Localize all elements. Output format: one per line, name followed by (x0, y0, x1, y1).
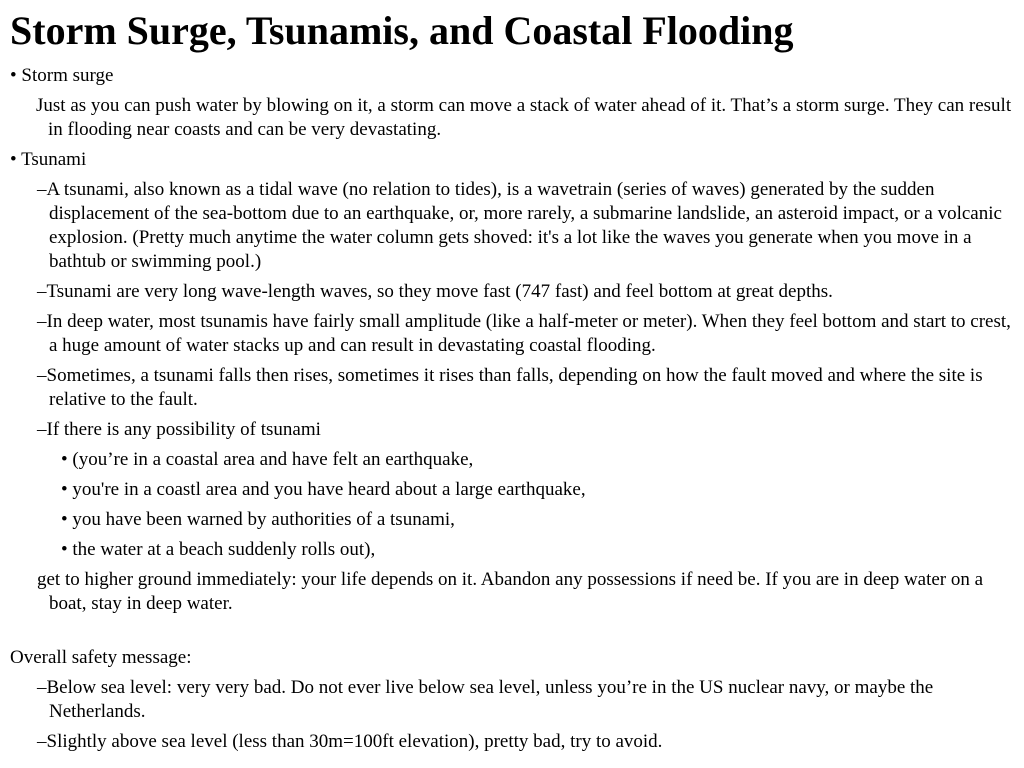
bullet-storm-surge (10, 64, 1014, 88)
tsunami-condition-text: (you’re in a coastal area and have felt an earthquake, (72, 449, 474, 470)
tsunami-condition-text: you have been warned by authorities of a tsunami, (72, 509, 455, 530)
tsunami-point-text: If there is any possibility of tsunami (46, 419, 321, 440)
storm-surge-heading: Storm surge (21, 65, 114, 86)
dash-marker: – (37, 311, 47, 332)
bullet-tsunami (10, 148, 1014, 172)
tsunami-point (10, 418, 1014, 442)
tsunami-condition (10, 508, 1014, 532)
tsunami-point-text: A tsunami, also known as a tidal wave (no relation to tides), is a wavetrain (series of waves) generated by the sudden displacement of the sea-bottom due to an earthquake, or, more rarely, a submarine landslide, an asteroid impact, or a volcanic explosion. (Pretty much anytime the water column gets shoved: it's a lot like the waves you generate when you move in a bathtub or swimming pool.) (46, 179, 1002, 272)
tsunami-point-text: In deep water, most tsunamis have fairly small amplitude (like a half-meter or meter). When they feel bottom and start to crest, a huge amount of water stacks up and can result in devastating coastal flooding. (46, 311, 1011, 356)
bullet-marker: • (61, 539, 68, 560)
safety-point (10, 730, 1014, 754)
dash-marker: – (37, 179, 47, 200)
tsunami-point (10, 280, 1014, 304)
tsunami-point (10, 178, 1014, 274)
tsunami-condition (10, 478, 1014, 502)
dash-marker: – (37, 419, 47, 440)
bullet-marker: • (61, 479, 68, 500)
tsunami-heading: Tsunami (21, 149, 87, 170)
dash-marker: – (37, 677, 47, 698)
storm-surge-description: Just as you can push water by blowing on it, a storm can move a stack of water ahead of it. That’s a storm surge. They can result in flooding near coasts and can be very devastating. (36, 95, 1012, 140)
safety-heading: Overall safety message: (10, 647, 192, 668)
slide-title: Storm Surge, Tsunamis, and Coastal Flooding (10, 8, 794, 53)
dash-marker: – (37, 365, 47, 386)
tsunami-point (10, 364, 1014, 412)
bullet-marker: • (10, 65, 17, 86)
safety-point (10, 676, 1014, 724)
tsunami-condition-text: the water at a beach suddenly rolls out), (72, 539, 376, 560)
tsunami-point-text: Sometimes, a tsunami falls then rises, sometimes it rises than falls, depending on how the fault moved and where the site is relative to the fault. (46, 365, 983, 410)
bullet-marker: • (61, 449, 68, 470)
dash-marker: – (37, 731, 47, 752)
tsunami-point (10, 310, 1014, 358)
bullet-marker: • (61, 509, 68, 530)
bullet-marker: • (10, 149, 17, 170)
safety-point-text: Below sea level: very very bad. Do not ever live below sea level, unless you’re in the US nuclear navy, or maybe the Netherlands. (46, 677, 934, 722)
dash-marker: – (37, 281, 47, 302)
tsunami-condition-text: you're in a coastl area and you have heard about a large earthquake, (72, 479, 586, 500)
tsunami-condition (10, 448, 1014, 472)
slide-body (10, 64, 1014, 760)
tsunami-condition (10, 538, 1014, 562)
tsunami-action: get to higher ground immediately: your life depends on it. Abandon any possessions if need be. If you are in deep water on a boat, stay in deep water. (37, 569, 984, 614)
tsunami-point-text: Tsunami are very long wave-length waves, so they move fast (747 fast) and feel bottom at great depths. (46, 281, 833, 302)
safety-point-text: Slightly above sea level (less than 30m=100ft elevation), pretty bad, try to avoid. (46, 731, 663, 752)
